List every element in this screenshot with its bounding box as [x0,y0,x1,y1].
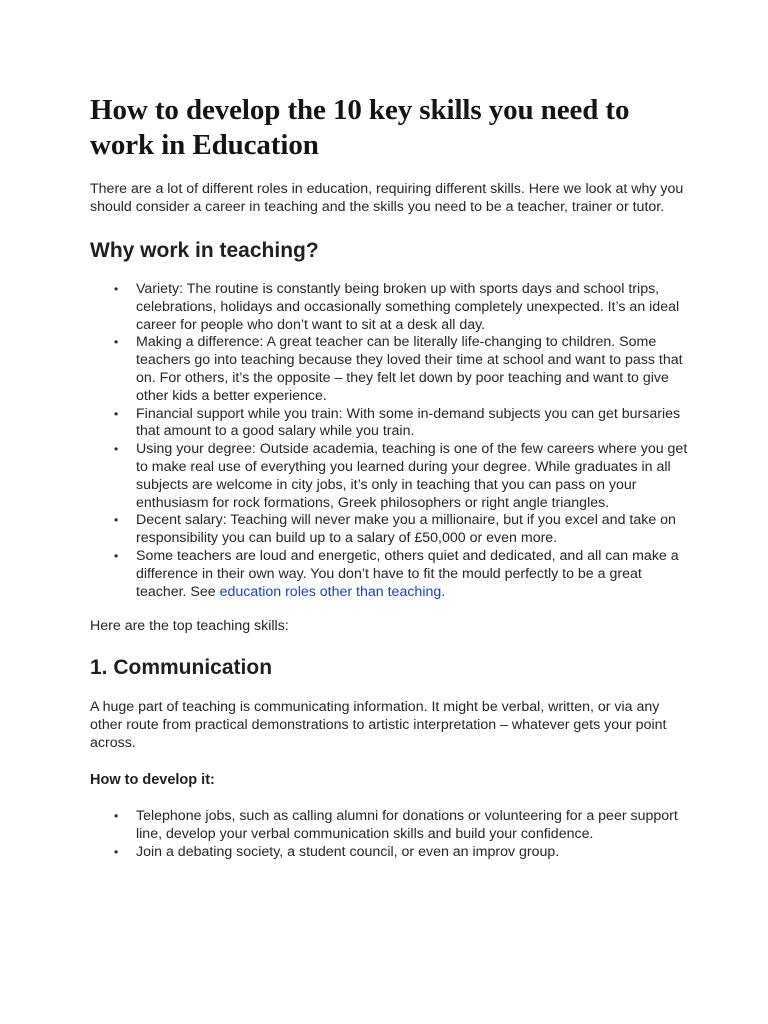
list-item [90,281,690,334]
education-roles-link[interactable]: education roles other than teaching [219,583,442,600]
bullet-icon: • [114,548,119,563]
how-list [90,808,690,861]
why-heading: Why work in teaching? [90,239,319,262]
list-item [90,406,690,442]
list-item [90,334,690,405]
list-item-text: Telephone jobs, such as calling alumni for donations or volunteering for a peer support line, develop your verbal communication skills and build your confidence. [136,808,678,843]
bullet-icon: • [114,844,119,859]
intro-paragraph: There are a lot of different roles in education, requiring different skills. Here we look at why you should consider a career in teaching and the skills you need to be a teacher, trainer or tutor. [90,181,684,215]
list-item [90,808,690,844]
list-item-text: Variety: The routine is constantly being broken up with sports days and school trips, celebrations, holidays and occasionally something completely unexpected. It’s an ideal career for people who don’t want to sit at a desk all day. [136,281,680,333]
how-to-develop-heading: How to develop it: [90,772,215,789]
bullet-icon: • [114,442,119,457]
list-item [90,548,690,601]
list-item [90,512,690,548]
list-item-text: Decent salary: Teaching will never make you a millionaire, but if you excel and take on responsibility you can build up to a salary of £50,000 or even more. [136,512,676,547]
communication-paragraph: A huge part of teaching is communicating information. It might be verbal, written, or via any other route from practical demonstrations to artistic interpretation – whatever gets your point across. [90,699,667,752]
bullet-icon: • [114,809,119,824]
document-page [90,93,690,862]
bullet-icon: • [114,513,119,528]
bullet-icon: • [114,406,119,421]
list-item-text: Some teachers are loud and energetic, others quiet and dedicated, and all can make a difference in their own way. You don’t have to fit the mould perfectly to be a great teacher. See [136,547,679,600]
list-item [90,844,690,862]
top-skills-text: Here are the top teaching skills: [90,618,289,635]
list-item-text: Financial support while you train: With some in-demand subjects you can get bursaries that amount to a good salary while you train. [136,405,681,440]
list-item-text: Join a debating society, a student council, or even an improv group. [136,843,560,860]
list-item-text: Making a difference: A great teacher can be literally life-changing to children. Some teachers go into teaching because they loved their time at school and want to pass that on. For others, it’s the opposite – they felt let down by poor teaching and want to give other kids a better experience. [136,334,683,404]
why-list [90,281,690,601]
bullet-icon: • [114,335,119,350]
list-item [90,441,690,512]
communication-heading: 1. Communication [90,656,273,680]
bullet-icon: • [114,282,119,296]
page-title: How to develop the 10 key skills you need to work in Education [90,94,630,161]
list-item-text: Using your degree: Outside academia, teaching is one of the few careers where you get to make real use of everything you learned during your degree. While graduates in all subjects are welcome in city jobs, it’s only in teaching that you can pass on your enthusiasm for rock formations, Greek philosophers or right angle triangles. [136,441,688,511]
list-item-end: . [441,583,446,600]
